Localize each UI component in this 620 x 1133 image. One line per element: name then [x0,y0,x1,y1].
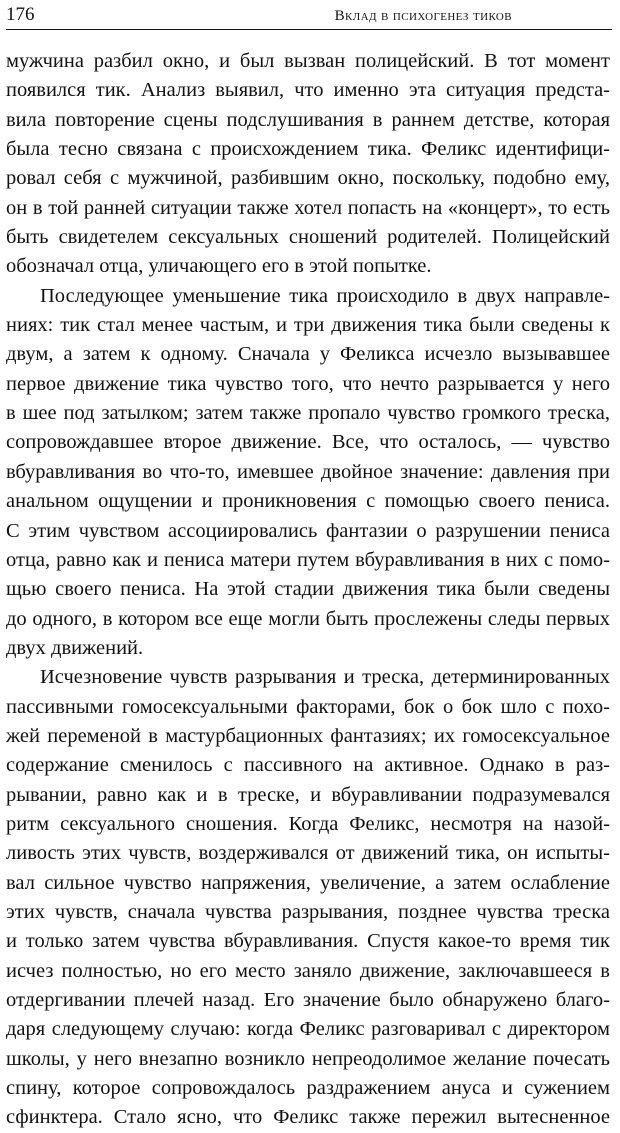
text-line: обозначал отца, уличающего его в этой попытке. [6,255,432,278]
text-line: Последующее уменьшение тика происходило в двух направле- [40,284,610,307]
text-line: вила повторение сцены подслушивания в раннем детстве, которая [6,108,610,131]
text-line: он в той ранней ситуации также хотел попасть на «концерт», то есть [6,196,610,219]
text-line: щью своего пениса. На этой стадии движения тика были сведены [6,578,610,601]
text-line: ритм сексуального сношения. Когда Феликс, несмотря на назой- [6,812,610,835]
text-line: сфинктера. Стало ясно, что Феликс также пережил вытесненное [6,1106,610,1129]
text-line: ровал себя с мужчиной, разбившим окно, поскольку, подобно ему, [6,167,610,190]
text-line: спину, которое сопровождалось раздражением ануса и сужением [6,1077,610,1100]
text-line: даря следующему случаю: когда Феликс разговаривал с директором [6,1018,610,1041]
text-line: первое движение тика чувство того, что нечто разрывается у него [6,372,610,395]
text-line: жей переменой в мастурбационных фантазиях; их гомосексуальное [6,724,610,747]
text-line: появился тик. Анализ выявил, что именно эта ситуация предста- [6,79,610,102]
text-line: С этим чувством ассоциировались фантазии о разрушении пениса [6,519,610,542]
running-head: Вклад в психогенез тиков [334,8,512,24]
text-line: Исчезновение чувств разрывания и треска, детерминированных [40,666,610,689]
page-number: 176 [6,4,35,25]
text-line: до одного, в котором все еще могли быть прослежены следы первых [6,607,610,630]
text-line: была тесно связана с происхождением тика. Феликс идентифици- [6,138,610,161]
text-line: вал сильное чувство напряжения, увеличение, а затем ослабление [6,871,610,894]
text-line: отдергивании плечей назад. Его значение было обнаружено благо- [6,989,610,1011]
text-line: рывании, равно как и в треске, и вбуравливании подразумевался [6,783,610,806]
text-line: пассивными гомосексуальными факторами, бок о бок шло с похо- [6,695,610,718]
text-line: быть свидетелем сексуальных сношений родителей. Полицейский [6,226,610,249]
text-line: двух движений. [6,636,144,659]
text-line: исчез полностью, но его место заняло движение, заключавшееся в [6,959,610,982]
text-line: сопровождавшее второе движение. Все, что осталось, — чувство [6,431,610,454]
header-rule [6,29,612,30]
text-line: ниях: тик стал менее частым, и три движения тика были сведены к [6,314,610,337]
text-line: двум, а затем к одному. Сначала у Феликса исчезло вызывавшее [6,343,610,366]
text-line: содержание сменилось с пассивного на активное. Однако в раз- [6,754,610,777]
text-line: ливость этих чувств, воздерживался от движений тика, он испыты- [6,842,610,865]
text-line: отца, равно как и пениса матери путем вбуравливания в них с помо- [6,548,610,571]
page-header [6,2,612,30]
text-line: в шее под затылком; затем также пропало чувство громкого треска, [6,402,610,425]
text-line: школы, у него внезапно возникло непреодолимое желание почесать [6,1047,610,1070]
text-line: анальном ощущении и проникновения с помощью своего пениса. [6,490,610,513]
body-text [6,47,610,1133]
text-line: и только затем чувства вбуравливания. Спустя какое-то время тик [6,930,610,953]
text-line: вбуравливания во что-то, имевшее двойное значение: давления при [6,460,610,483]
text-line: мужчина разбил окно, и был вызван полицейский. В тот момент [6,50,610,72]
text-line: этих чувств, сначала чувства разрывания, позднее чувства треска [6,900,610,923]
